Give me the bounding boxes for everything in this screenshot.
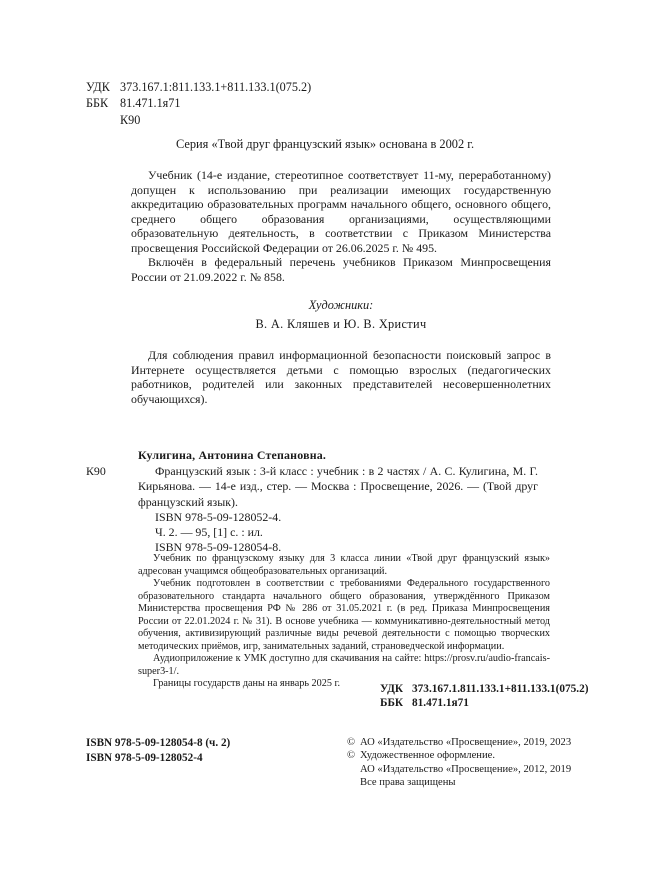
- classification-codes-top: [86, 79, 311, 128]
- footer-isbn-part: ISBN 978-5-09-128054-8 (ч. 2): [86, 737, 231, 749]
- shelf-mark-top: К90: [120, 112, 141, 127]
- udk-value-top: 373.167.1:811.133.1+811.133.1(075.2): [120, 80, 312, 94]
- approval-block: [131, 168, 551, 284]
- bbk-label-top: ББК: [86, 96, 109, 111]
- copyright-text-1: АО «Издательство «Просвещение», 2019, 2023: [360, 737, 572, 748]
- rights-reserved-text: Все права защищены: [360, 777, 456, 789]
- safety-note: Для соблюдения правил информационной безопасности поисковый запрос в Интернете осуществляется детьми с помощью взрослых (педагогических работников, родителей или законных представителей несовершеннолетних обучающихся).: [131, 348, 551, 406]
- annotation-paragraph-4: Границы государств даны на январь 2025 г.: [153, 678, 341, 690]
- artists-role-label: Художники:: [308, 298, 374, 312]
- annotation-paragraph-3: Аудиоприложение к УМК доступно для скачивания на сайте: https://prosv.ru/audio-francais-super3-1/.: [138, 653, 550, 677]
- copyright-icon-1: ©: [347, 737, 356, 748]
- udk-row-top: [86, 79, 311, 95]
- udk-label-bottom: УДК: [380, 683, 404, 695]
- footer-copyright-block: [347, 736, 571, 790]
- bbk-value-top: 81.471.1я71: [120, 96, 181, 111]
- rights-reserved-line: [347, 776, 571, 789]
- bibliographic-record: [86, 448, 556, 555]
- annotation-block: [138, 553, 550, 691]
- record-isbn-part: ISBN 978-5-09-128054-8.: [155, 540, 282, 555]
- udk-value-bottom: 373.167.1.811.133.1+811.133.1(075.2): [412, 683, 589, 695]
- record-author: Кулигина, Антонина Степановна.: [138, 448, 327, 462]
- copyright-line-publisher: [347, 736, 571, 749]
- bbk-label-bottom: ББК: [380, 697, 404, 710]
- copyright-text-2: Художественное оформление.: [360, 750, 495, 762]
- copyright-line-design: [347, 749, 571, 762]
- artists-block: [131, 296, 551, 334]
- approval-paragraph-1: Учебник (14-е издание, стереотипное соответствует 11-му, переработанному) допущен к использованию при реализации имеющих государственную аккредитацию образовательных программ начального общего, основного общего, среднего общего образования организациями, осуществляющими образовательную деятельность, в соответствии с Приказом Министерства просвещения Российской Федерации от 26.06.2025 г. № 495.: [131, 168, 551, 255]
- record-body: [86, 464, 556, 555]
- record-isbn-set: ISBN 978-5-09-128052-4.: [155, 509, 282, 524]
- footer-isbn-block: [86, 736, 230, 765]
- artists-names: В. А. Кляшев и Ю. В. Христич: [255, 317, 427, 331]
- udk-label-top: УДК: [86, 80, 110, 94]
- shelf-mark-record: К90: [86, 464, 106, 479]
- annotation-paragraph-2: Учебник подготовлен в соответствии с требованиями Федерального государственного образовательного стандарта начального общего образования, утверждённого Приказом Министерства просвещения РФ № 286 от 31.05.2021 г. (в ред. Приказа Минпросвещения России от 22.01.2024 г. № 31). В основе учебника — коммуникативно-деятельностный метод обучения, активизирующий различные виды речевой деятельности с помощью творческих методических приёмов, игр, занимательных заданий, страноведческой информации.: [138, 578, 550, 652]
- bbk-row-top: [86, 95, 311, 111]
- footer-isbn-set: ISBN 978-5-09-128052-4: [86, 751, 203, 764]
- record-description: Французский язык : 3-й класс : учебник : в 2 частях / А. С. Кулигина, М. Г. Кирьянова. — 14-е изд., стер. — Москва : Просвещение, 2026. — (Твой друг французский язык).: [138, 464, 538, 509]
- copyright-text-3: АО «Издательство «Просвещение», 2012, 2019: [360, 763, 572, 775]
- bbk-value-bottom: 81.471.1я71: [412, 697, 469, 710]
- annotation-paragraph-1: Учебник по французскому языку для 3 класса линии «Твой друг французский язык» адресован учащимся общеобразовательных организаций.: [138, 553, 550, 577]
- series-statement: Серия «Твой друг французский язык» основана в 2002 г.: [175, 137, 475, 151]
- bbk-row-bottom: [380, 697, 469, 709]
- approval-paragraph-2: Включён в федеральный перечень учебников Приказом Минпросвещения России от 21.09.2022 г. № 858.: [131, 255, 551, 284]
- udk-row-bottom: [380, 683, 589, 695]
- record-part-statement: Ч. 2. — 95, [1] с. : ил.: [155, 525, 263, 540]
- copyright-line-design-publisher: [347, 763, 571, 776]
- classification-codes-bottom: [380, 682, 589, 711]
- copyright-icon-2: ©: [347, 750, 356, 762]
